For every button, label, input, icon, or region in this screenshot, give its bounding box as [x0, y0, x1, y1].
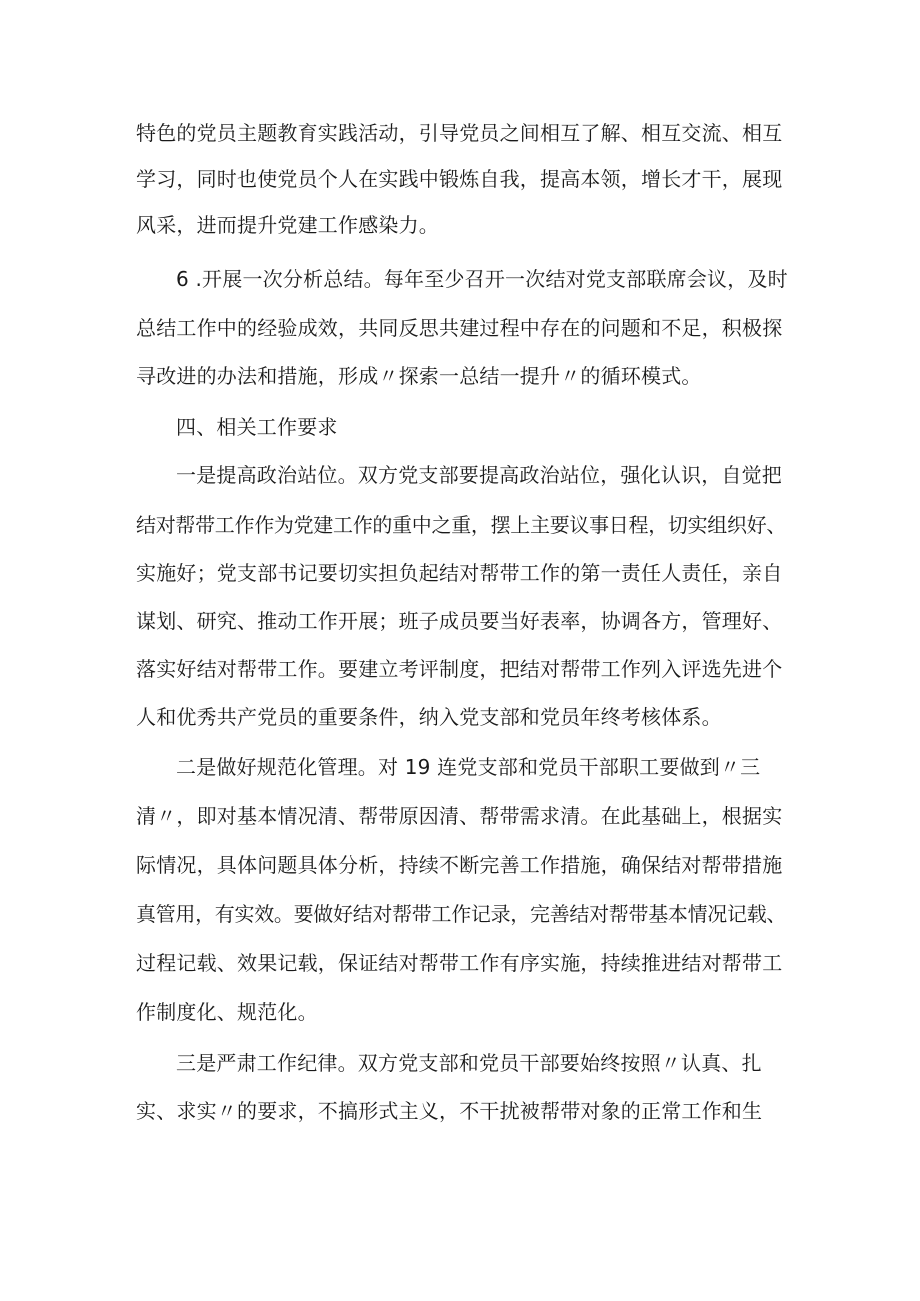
paragraph-line: 二是做好规范化管理。对 19 连党支部和党员干部职工要做到〃三: [176, 755, 761, 779]
paragraph-line: 作制度化、规范化。: [136, 1000, 318, 1024]
paragraph-line: 6 .开展一次分析总结。每年至少召开一次结对党支部联席会议，及时: [176, 267, 788, 291]
paragraph-line: 一是提高政治站位。双方党支部要提高政治站位，强化认识，自觉把: [176, 463, 782, 487]
section-heading: 四、相关工作要求: [176, 415, 338, 439]
paragraph-line: 实、求实〃的要求，不搞形式主义，不干扰被帮带对象的正常工作和生: [136, 1099, 763, 1123]
paragraph-line: 实施好；党支部书记要切实担负起结对帮带工作的第一责任人责任，亲自: [136, 561, 783, 585]
paragraph-line: 人和优秀共产党员的重要条件，纳入党支部和党员年终考核体系。: [136, 705, 722, 729]
paragraph-line: 总结工作中的经验成效，共同反思共建过程中存在的问题和不足，积极探: [136, 316, 783, 340]
paragraph-line: 学习，同时也使党员个人在实践中锻炼自我，提高本领，增长才干，展现: [136, 167, 783, 191]
paragraph-line: 风采，进而提升党建工作感染力。: [136, 213, 439, 237]
paragraph-line: 过程记载、效果记载，保证结对帮带工作有序实施，持续推进结对帮带工: [136, 951, 783, 975]
paragraph-line: 清〃，即对基本情况清、帮带原因清、帮带需求清。在此基础上，根据实: [136, 804, 783, 828]
paragraph-line: 际情况，具体问题具体分析，持续不断完善工作措施，确保结对帮带措施: [136, 853, 783, 877]
paragraph-line: 三是严肃工作纪律。双方党支部和党员干部要始终按照〃认真、扎: [176, 1051, 762, 1075]
paragraph-line: 落实好结对帮带工作。要建立考评制度，把结对帮带工作列入评选先进个: [136, 657, 783, 681]
paragraph-line: 真管用，有实效。要做好结对帮带工作记录，完善结对帮带基本情况记载、: [136, 902, 787, 926]
paragraph-line: 结对帮带工作作为党建工作的重中之重，摆上主要议事日程，切实组织好、: [136, 513, 787, 537]
paragraph-line: 特色的党员主题教育实践活动，引导党员之间相互了解、相互交流、相互: [136, 121, 783, 145]
paragraph-line: 谋划、研究、推动工作开展；班子成员要当好表率，协调各方，管理好、: [136, 609, 783, 633]
paragraph-line: 寻改进的办法和措施，形成〃探索一总结一提升〃的循环模式。: [136, 364, 702, 388]
